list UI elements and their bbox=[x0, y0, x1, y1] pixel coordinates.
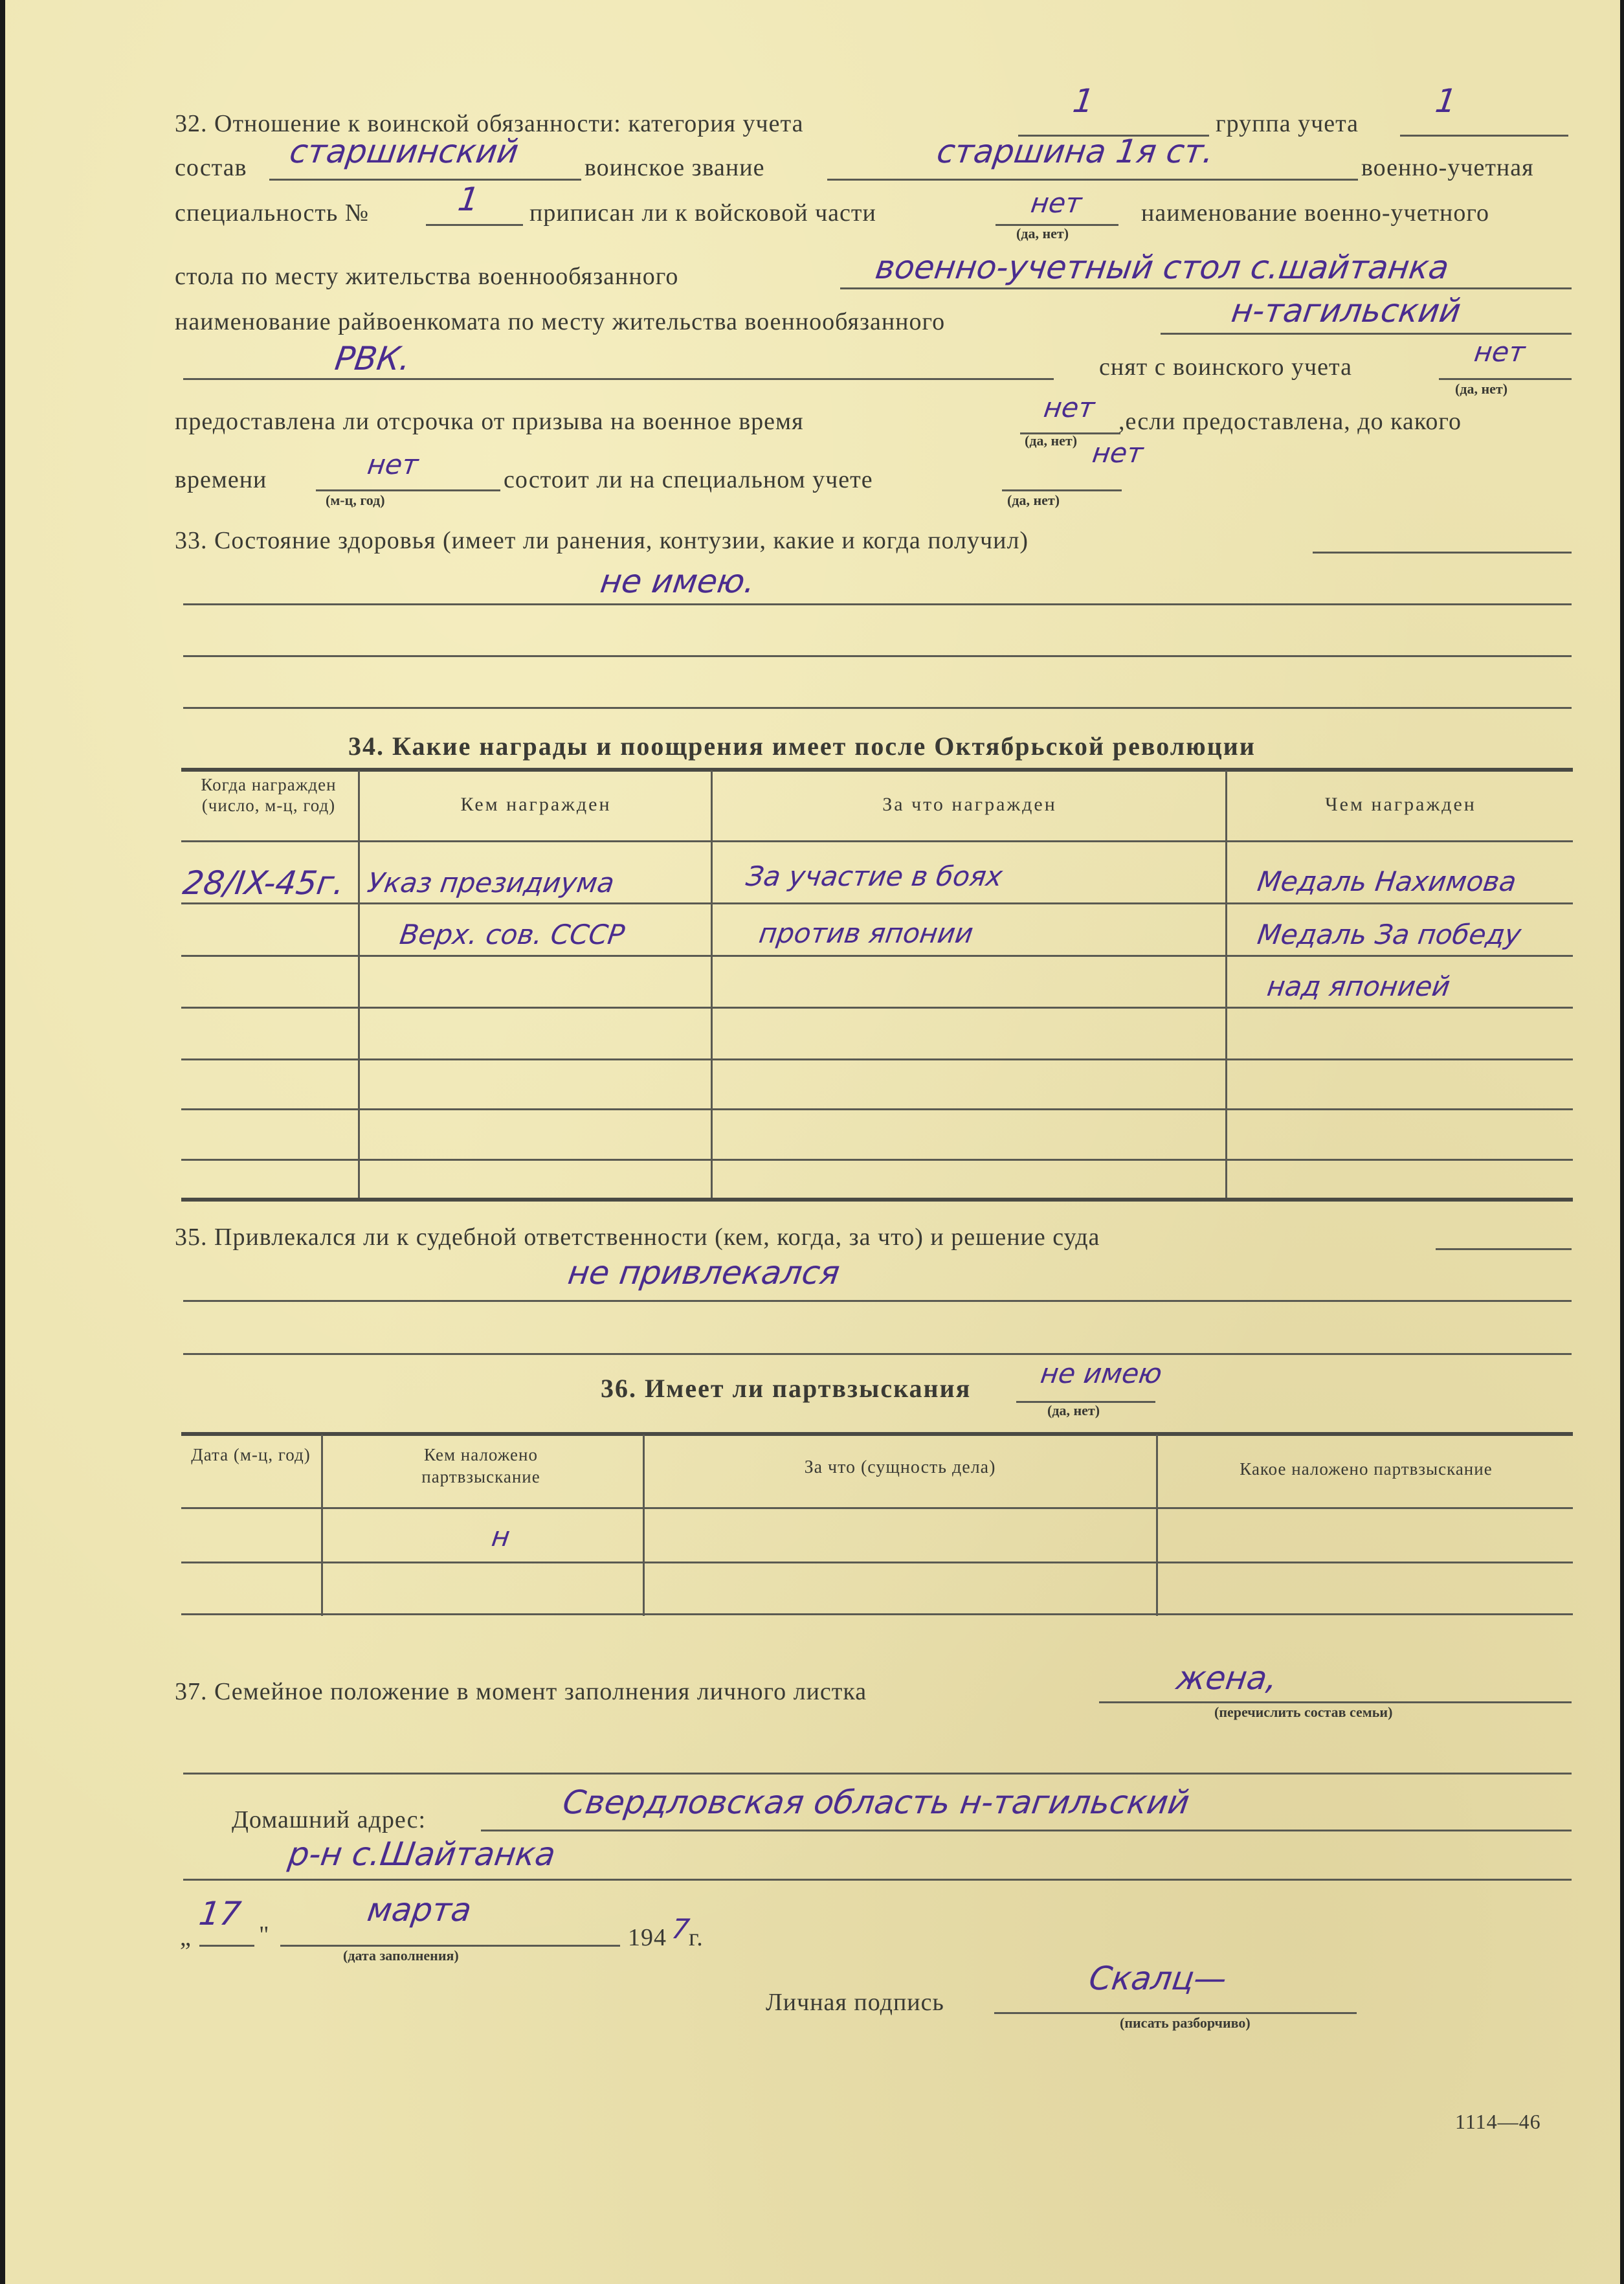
blank bbox=[269, 179, 581, 181]
s32-deferment-hint: (да, нет) bbox=[1025, 432, 1078, 449]
s32-table-label: стола по месту жительства военнообязанного bbox=[175, 263, 679, 290]
s32-rank-value: старшина 1я ст. bbox=[934, 133, 1216, 170]
s32-assigned-label: приписан ли к войсковой части bbox=[529, 199, 876, 227]
blank bbox=[1002, 489, 1122, 491]
s34-awarded-by-line1: Указ президиума bbox=[365, 867, 617, 899]
blank bbox=[1436, 1248, 1572, 1250]
date-day: 17 bbox=[196, 1895, 243, 1932]
s37-hint: (перечислить состав семьи) bbox=[1214, 1704, 1393, 1720]
s32-composition-label: состав bbox=[175, 154, 247, 181]
date-month: марта bbox=[364, 1891, 474, 1929]
s34-award-line2: Медаль За победу bbox=[1255, 919, 1524, 950]
s32-removed-label: снят с воинского учета bbox=[1099, 353, 1352, 381]
s32-assigned-value: нет bbox=[1029, 187, 1084, 219]
col-divider bbox=[321, 1435, 323, 1616]
s32-removed-value: нет bbox=[1472, 336, 1528, 368]
row-rule bbox=[181, 1058, 1573, 1060]
s32-group-value: 1 bbox=[1432, 82, 1459, 120]
s32-line2-tail: военно-учетная bbox=[1361, 154, 1534, 181]
s32-table-value: военно-учетный стол с.шайтанка bbox=[873, 249, 1452, 286]
blank bbox=[183, 707, 1572, 709]
s34-awarded-for-line2: против японии bbox=[757, 917, 975, 949]
s34-header-when: Когда награжден (число, м-ц, год) bbox=[201, 775, 337, 815]
blank bbox=[827, 179, 1358, 181]
s32-assigned-hint: (да, нет) bbox=[1016, 225, 1069, 241]
blank bbox=[183, 378, 1054, 380]
s34-header-what: Чем награжден bbox=[1325, 794, 1476, 815]
address-line2: р-н с.Шайтанка bbox=[285, 1835, 558, 1873]
blank bbox=[994, 2012, 1357, 2014]
col-divider bbox=[358, 770, 360, 1198]
signature-value: Скалц— bbox=[1086, 1960, 1229, 1997]
s32-office-value-cont: РВК. bbox=[332, 340, 413, 377]
blank bbox=[316, 489, 500, 491]
date-year-digit: 7 bbox=[669, 1913, 692, 1945]
col-divider bbox=[643, 1435, 645, 1616]
s36-header-by: Кем наложено партвзыскание bbox=[421, 1445, 540, 1486]
date-hint: (дата заполнения) bbox=[343, 1947, 459, 1964]
s36-ditto-mark: н bbox=[489, 1521, 512, 1552]
blank bbox=[1313, 552, 1572, 554]
blank bbox=[280, 1945, 620, 1947]
s32-line7-tail: ,если предоставлена, до какого bbox=[1118, 408, 1462, 435]
form-code: 1114—46 bbox=[1455, 2110, 1541, 2133]
table-header-rule bbox=[181, 1507, 1573, 1509]
s37-value: жена, bbox=[1174, 1659, 1280, 1697]
row-rule bbox=[181, 1007, 1573, 1009]
blank bbox=[183, 1773, 1572, 1775]
row-rule bbox=[181, 955, 1573, 957]
row-rule bbox=[181, 1613, 1573, 1615]
s32-category-value: 1 bbox=[1070, 82, 1096, 120]
s36-header-date: Дата (м-ц, год) bbox=[191, 1445, 311, 1464]
table-header-rule bbox=[181, 840, 1573, 842]
table-top-rule bbox=[181, 768, 1573, 772]
date-year-prefix: 194 bbox=[628, 1924, 667, 1951]
s32-spec-value: 1 bbox=[455, 181, 482, 218]
blank bbox=[183, 655, 1572, 657]
s32-special-label: состоит ли на специальном учете bbox=[504, 466, 873, 493]
s36-value: не имею bbox=[1038, 1358, 1164, 1389]
row-rule bbox=[181, 902, 1573, 904]
s32-deferment-value: нет bbox=[1041, 392, 1097, 423]
s32-line1-prefix: 32. Отношение к воинской обязанности: категория учета bbox=[175, 110, 804, 137]
blank bbox=[840, 287, 1572, 289]
personal-file-sheet bbox=[5, 0, 1620, 2284]
s35-label: 35. Привлекался ли к судебной ответственности (кем, когда, за что) и решение суда bbox=[175, 1224, 1100, 1251]
s32-spec-label: специальность № bbox=[175, 199, 370, 227]
s34-header-for: За что награжден bbox=[882, 794, 1057, 815]
s32-deferment-label: предоставлена ли отсрочка от призыва на военное время bbox=[175, 408, 804, 435]
s32-until-hint: (м-ц, год) bbox=[326, 492, 385, 508]
blank bbox=[1439, 378, 1572, 380]
row-rule bbox=[181, 1159, 1573, 1161]
address-label: Домашний адрес: bbox=[232, 1806, 427, 1833]
s32-rank-label: воинское звание bbox=[584, 154, 765, 181]
row-rule bbox=[181, 1108, 1573, 1110]
s36-header-what: Какое наложено партвзыскание bbox=[1240, 1459, 1493, 1479]
date-quote-open: „ bbox=[180, 1924, 192, 1951]
s32-office-label: наименование райвоенкомата по месту жительства военнообязанного bbox=[175, 308, 946, 335]
s34-awarded-by-line2: Верх. сов. СССР bbox=[397, 919, 627, 950]
s34-title: 34. Какие награды и поощрения имеет после Октябрьской революции bbox=[348, 732, 1256, 761]
col-divider bbox=[711, 770, 713, 1198]
blank bbox=[1161, 333, 1572, 335]
s33-label: 33. Состояние здоровья (имеет ли ранения, контузии, какие и когда получил) bbox=[175, 527, 1029, 554]
s36-header-for: За что (сущность дела) bbox=[804, 1457, 996, 1477]
col-divider bbox=[1156, 1435, 1158, 1616]
signature-hint: (писать разборчиво) bbox=[1120, 2015, 1251, 2031]
s37-label: 37. Семейное положение в момент заполнения личного листка bbox=[175, 1678, 867, 1705]
s32-group-label: группа учета bbox=[1216, 110, 1359, 137]
s36-hint: (да, нет) bbox=[1047, 1402, 1100, 1418]
blank bbox=[426, 224, 523, 226]
s32-special-hint: (да, нет) bbox=[1007, 492, 1060, 508]
s34-header-by: Кем награжден bbox=[460, 794, 612, 815]
blank bbox=[199, 1945, 254, 1947]
row-rule bbox=[181, 1562, 1573, 1563]
date-quote-close: " bbox=[259, 1921, 270, 1949]
address-line1: Свердловская область н-тагильский bbox=[560, 1784, 1192, 1821]
blank bbox=[1400, 135, 1568, 137]
s32-special-value: нет bbox=[1090, 437, 1146, 469]
blank bbox=[1099, 1701, 1572, 1703]
s32-composition-value: старшинский bbox=[287, 133, 521, 170]
s32-office-value: н-тагильский bbox=[1229, 292, 1463, 330]
s32-until-label: времени bbox=[175, 466, 267, 493]
signature-label: Личная подпись bbox=[766, 1989, 944, 2016]
s34-award-line1: Медаль Нахимова bbox=[1255, 866, 1518, 897]
blank bbox=[183, 1879, 1572, 1881]
s32-line3-tail: наименование военно-учетного bbox=[1141, 199, 1490, 227]
date-year-suffix: г. bbox=[689, 1924, 704, 1951]
s33-value: не имею. bbox=[597, 563, 758, 600]
s32-until-value: нет bbox=[365, 449, 421, 480]
blank bbox=[183, 1353, 1572, 1355]
blank bbox=[183, 1300, 1572, 1302]
table-top-rule bbox=[181, 1432, 1573, 1436]
table-bottom-rule bbox=[181, 1198, 1573, 1202]
s34-awarded-for-line1: За участие в боях bbox=[744, 860, 1005, 892]
s34-award-date: 28/IX-45г. bbox=[180, 864, 347, 902]
s32-removed-hint: (да, нет) bbox=[1455, 381, 1508, 397]
blank bbox=[183, 603, 1572, 605]
s35-value: не привлекался bbox=[565, 1254, 842, 1292]
s34-award-line3: над японией bbox=[1265, 970, 1452, 1002]
s36-title: 36. Имеет ли партвзыскания bbox=[601, 1374, 972, 1403]
col-divider bbox=[1225, 770, 1227, 1198]
blank bbox=[481, 1830, 1572, 1831]
